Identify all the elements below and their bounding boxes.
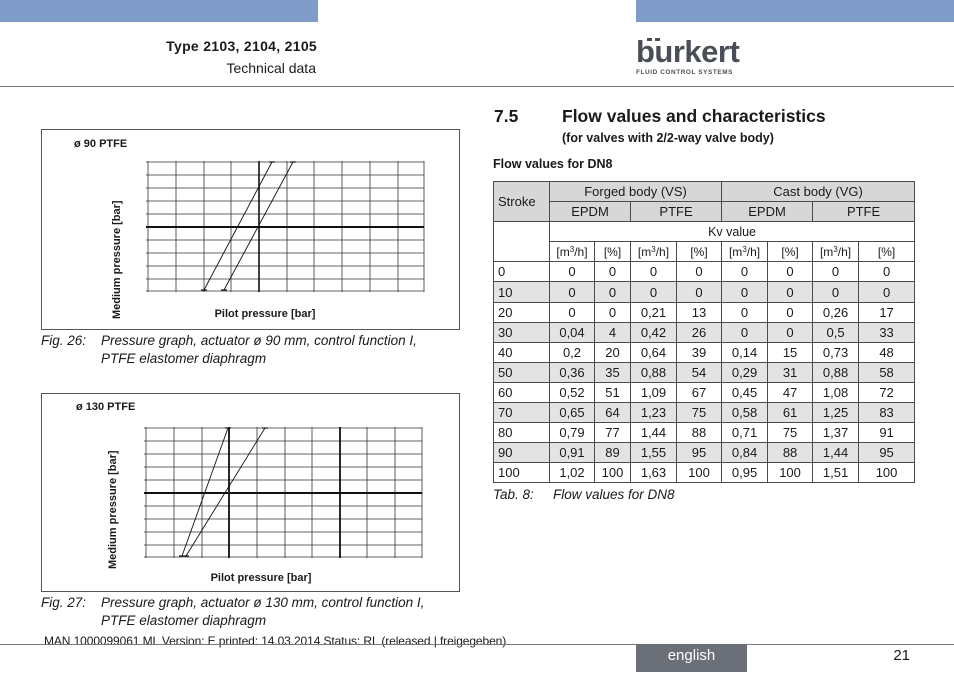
table-cell: 0 bbox=[813, 282, 859, 302]
units-row bbox=[494, 242, 915, 262]
table-row bbox=[494, 362, 915, 382]
table-cell: 0 bbox=[722, 302, 768, 322]
table-cell: 1,37 bbox=[813, 423, 859, 443]
figure-caption-text bbox=[101, 594, 461, 630]
unit-m3h: $[m^3/h]$ bbox=[722, 242, 768, 262]
figure-caption-text bbox=[101, 332, 461, 368]
table-row bbox=[494, 342, 915, 362]
table-cell: 0,84 bbox=[722, 443, 768, 463]
table-cell: 4 bbox=[595, 322, 631, 342]
table-cell: 0,29 bbox=[722, 362, 768, 382]
table-cell: 75 bbox=[677, 403, 722, 423]
table-cell: 0 bbox=[595, 302, 631, 322]
figure-caption-label: Fig. 27: bbox=[41, 595, 87, 610]
table-cell: 1,51 bbox=[813, 463, 859, 483]
graph-x-label: Pilot pressure [bar] bbox=[210, 572, 312, 584]
table-cell: 67 bbox=[677, 382, 722, 402]
table-cell: 100 bbox=[677, 463, 722, 483]
table-cell: 1,63 bbox=[631, 463, 677, 483]
table-cell: 100 bbox=[768, 463, 813, 483]
header-accent-bar-right bbox=[636, 0, 954, 22]
flow-values-table bbox=[493, 181, 915, 483]
document-chapter: Technical data bbox=[226, 60, 316, 76]
table-cell: 0,88 bbox=[631, 362, 677, 382]
header-divider bbox=[0, 86, 954, 87]
graph-title: ø 90 PTFE bbox=[74, 138, 128, 150]
document-type: Type 2103, 2104, 2105 bbox=[166, 38, 317, 54]
table-cell: 0,26 bbox=[813, 302, 859, 322]
table-body bbox=[494, 262, 915, 483]
table-cell: 0 bbox=[768, 282, 813, 302]
table-cell: 0 bbox=[550, 302, 595, 322]
table-cell: 33 bbox=[859, 322, 915, 342]
table-cell: 0 bbox=[722, 282, 768, 302]
table-cell: 100 bbox=[595, 463, 631, 483]
table-cell: 75 bbox=[768, 423, 813, 443]
table-cell: 0 bbox=[768, 262, 813, 282]
table-cell: 0 bbox=[631, 282, 677, 302]
table-cell: 0 bbox=[768, 322, 813, 342]
figure-caption-label: Fig. 26: bbox=[41, 333, 87, 348]
footer-divider bbox=[0, 644, 954, 645]
stroke-header: Stroke bbox=[494, 182, 550, 222]
table-heading: Flow values for DN8 bbox=[493, 157, 613, 171]
graph-y-label: Medium pressure [bar] bbox=[107, 450, 119, 569]
graph-grid-130 bbox=[144, 427, 422, 559]
table-cell: 0 bbox=[859, 262, 915, 282]
table-header-row bbox=[494, 182, 915, 202]
table-cell: 17 bbox=[859, 302, 915, 322]
brand-logo bbox=[636, 34, 740, 78]
table-row bbox=[494, 382, 915, 402]
table-cell: 0,73 bbox=[813, 342, 859, 362]
stroke-cell: 100 bbox=[494, 463, 550, 483]
table-cell: 1,09 bbox=[631, 382, 677, 402]
table-cell: 51 bbox=[595, 382, 631, 402]
group-header-cast: Cast body (VG) bbox=[722, 182, 915, 202]
table-cell: 39 bbox=[677, 342, 722, 362]
graph-grid-90 bbox=[146, 161, 424, 293]
table-cell: 0 bbox=[595, 282, 631, 302]
subheader-ptfe: PTFE bbox=[631, 202, 722, 222]
stroke-cell: 30 bbox=[494, 322, 550, 342]
caption-line-1: Pressure graph, actuator ø 130 mm, control function I, bbox=[101, 595, 425, 610]
table-cell: 1,08 bbox=[813, 382, 859, 402]
stroke-cell: 40 bbox=[494, 342, 550, 362]
section-title: Flow values and characteristics bbox=[562, 106, 826, 126]
table-cell: 91 bbox=[859, 423, 915, 443]
table-caption-label: Tab. 8: bbox=[493, 487, 534, 502]
stroke-cell: 10 bbox=[494, 282, 550, 302]
table-cell: 0,45 bbox=[722, 382, 768, 402]
table-cell: 0 bbox=[677, 262, 722, 282]
table-cell: 1,23 bbox=[631, 403, 677, 423]
table-cell: 0,14 bbox=[722, 342, 768, 362]
table-cell: 95 bbox=[677, 443, 722, 463]
table-cell: 0,2 bbox=[550, 342, 595, 362]
stroke-cell: 0 bbox=[494, 262, 550, 282]
table-cell: 0,5 bbox=[813, 322, 859, 342]
table-row bbox=[494, 322, 915, 342]
stroke-cell: 70 bbox=[494, 403, 550, 423]
table-cell: 58 bbox=[859, 362, 915, 382]
table-cell: 47 bbox=[768, 382, 813, 402]
table-cell: 26 bbox=[677, 322, 722, 342]
stroke-spacer bbox=[494, 222, 550, 262]
table-cell: 0 bbox=[550, 262, 595, 282]
table-cell: 54 bbox=[677, 362, 722, 382]
table-cell: 88 bbox=[768, 443, 813, 463]
table-cell: 0 bbox=[722, 262, 768, 282]
table-row bbox=[494, 262, 915, 282]
table-cell: 35 bbox=[595, 362, 631, 382]
table-row bbox=[494, 302, 915, 322]
section-subtitle: (for valves with 2/2-way valve body) bbox=[562, 131, 774, 145]
unit-percent: [%] bbox=[595, 242, 631, 262]
table-row bbox=[494, 443, 915, 463]
brand-wordmark: burkert bbox=[636, 34, 740, 69]
subheader-ptfe: PTFE bbox=[813, 202, 915, 222]
table-cell: 0,52 bbox=[550, 382, 595, 402]
caption-line-2: PTFE elastomer diaphragm bbox=[101, 351, 267, 366]
table-subheader-row bbox=[494, 202, 915, 222]
table-cell: 100 bbox=[859, 463, 915, 483]
table-cell: 0,88 bbox=[813, 362, 859, 382]
table-cell: 83 bbox=[859, 403, 915, 423]
graph-y-label: Medium pressure [bar] bbox=[111, 200, 123, 319]
table-cell: 0,04 bbox=[550, 322, 595, 342]
brand-tagline: FLUID CONTROL SYSTEMS bbox=[636, 69, 733, 76]
table-cell: 61 bbox=[768, 403, 813, 423]
unit-m3h: $[m^3/h]$ bbox=[813, 242, 859, 262]
table-cell: 0,65 bbox=[550, 403, 595, 423]
figure-caption-27 bbox=[41, 594, 461, 630]
table-cell: 72 bbox=[859, 382, 915, 402]
table-cell: 1,02 bbox=[550, 463, 595, 483]
table-cell: 88 bbox=[677, 423, 722, 443]
figure-caption-26 bbox=[41, 332, 461, 368]
table-cell: 95 bbox=[859, 443, 915, 463]
document-print-info: MAN 1000099061 ML Version: E printed: 14.03.2014 Status: RL (released | freigegeben) bbox=[44, 634, 507, 648]
unit-percent: [%] bbox=[768, 242, 813, 262]
table-cell: 15 bbox=[768, 342, 813, 362]
group-header-forged: Forged body (VS) bbox=[550, 182, 722, 202]
subheader-epdm: EPDM bbox=[550, 202, 631, 222]
stroke-cell: 20 bbox=[494, 302, 550, 322]
table-cell: 64 bbox=[595, 403, 631, 423]
table-cell: 13 bbox=[677, 302, 722, 322]
table-cell: 0,91 bbox=[550, 443, 595, 463]
unit-percent: [%] bbox=[677, 242, 722, 262]
table-cell: 77 bbox=[595, 423, 631, 443]
table-row bbox=[494, 463, 915, 483]
table-cell: 1,44 bbox=[631, 423, 677, 443]
subheader-epdm: EPDM bbox=[722, 202, 813, 222]
kv-row bbox=[494, 222, 915, 242]
stroke-cell: 60 bbox=[494, 382, 550, 402]
table-cell: 1,55 bbox=[631, 443, 677, 463]
table-cell: 0,36 bbox=[550, 362, 595, 382]
pressure-graph-130 bbox=[41, 393, 460, 592]
table-cell: 1,25 bbox=[813, 403, 859, 423]
table-cell: 0 bbox=[595, 262, 631, 282]
caption-line-1: Pressure graph, actuator ø 90 mm, control function I, bbox=[101, 333, 417, 348]
header-accent-bar-left bbox=[0, 0, 318, 22]
stroke-cell: 90 bbox=[494, 443, 550, 463]
table-cell: 89 bbox=[595, 443, 631, 463]
table-cell: 0,71 bbox=[722, 423, 768, 443]
table-cell: 48 bbox=[859, 342, 915, 362]
table-cell: 0 bbox=[631, 262, 677, 282]
stroke-cell: 80 bbox=[494, 423, 550, 443]
table-cell: 0,95 bbox=[722, 463, 768, 483]
language-tab: english bbox=[636, 644, 747, 672]
graph-title: ø 130 PTFE bbox=[76, 401, 136, 413]
table-cell: 0,21 bbox=[631, 302, 677, 322]
table-cell: 0,64 bbox=[631, 342, 677, 362]
table-cell: 0 bbox=[677, 282, 722, 302]
section-number: 7.5 bbox=[494, 106, 519, 126]
kv-label: Kv value bbox=[550, 222, 915, 242]
graph-x-label: Pilot pressure [bar] bbox=[214, 308, 316, 320]
table-cell: 0 bbox=[859, 282, 915, 302]
table-cell: 1,44 bbox=[813, 443, 859, 463]
table-cell: 0,58 bbox=[722, 403, 768, 423]
table-cell: 0 bbox=[768, 302, 813, 322]
unit-percent: [%] bbox=[859, 242, 915, 262]
stroke-cell: 50 bbox=[494, 362, 550, 382]
unit-m3h: $[m^3/h]$ bbox=[550, 242, 595, 262]
table-caption-text: Flow values for DN8 bbox=[553, 487, 675, 502]
table-cell: 0,42 bbox=[631, 322, 677, 342]
table-row bbox=[494, 423, 915, 443]
table-cell: 0 bbox=[813, 262, 859, 282]
unit-m3h: $[m^3/h]$ bbox=[631, 242, 677, 262]
table-cell: 31 bbox=[768, 362, 813, 382]
page-number: 21 bbox=[893, 647, 910, 664]
table-row bbox=[494, 282, 915, 302]
table-row bbox=[494, 403, 915, 423]
table-cell: 0 bbox=[722, 322, 768, 342]
table-cell: 0 bbox=[550, 282, 595, 302]
pressure-graph-90 bbox=[41, 129, 460, 330]
table-cell: 0,79 bbox=[550, 423, 595, 443]
caption-line-2: PTFE elastomer diaphragm bbox=[101, 613, 267, 628]
table-cell: 20 bbox=[595, 342, 631, 362]
